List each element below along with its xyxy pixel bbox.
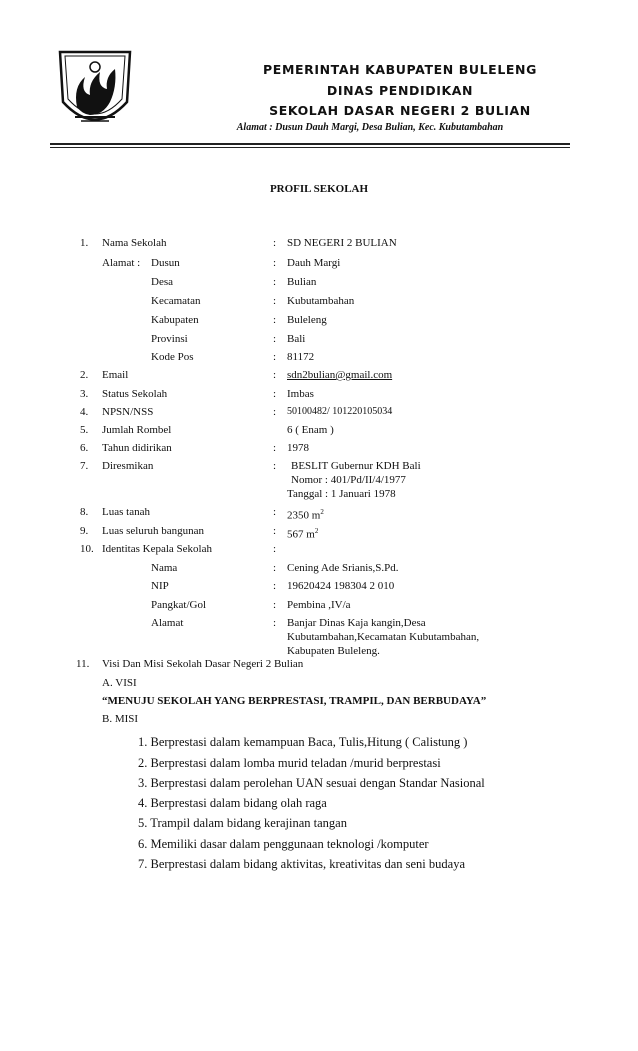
land-area-number: 2350 m: [287, 509, 321, 522]
inaugurated-label: Diresmikan: [102, 460, 154, 472]
npsn-label: NPSN/NSS: [102, 406, 154, 418]
nip-label: NIP: [151, 580, 169, 592]
item-number: 9.: [80, 525, 89, 537]
school-name-value: SD NEGERI 2 BULIAN: [287, 237, 397, 249]
land-area-label: Luas tanah: [102, 506, 150, 518]
district-label: Kecamatan: [151, 295, 201, 307]
email-label: Email: [102, 369, 129, 381]
mission-item: 1. Berprestasi dalam kemampuan Baca, Tulis,Hitung ( Calistung ): [138, 735, 468, 749]
item-number: 8.: [80, 506, 89, 518]
mission-item: 4. Berprestasi dalam bidang olah raga: [138, 796, 327, 810]
colon: :: [273, 314, 277, 326]
vision-heading: A. VISI: [102, 677, 137, 689]
building-area-number: 567 m: [287, 528, 315, 541]
postal-code-label: Kode Pos: [151, 351, 194, 363]
squared-superscript: 2: [314, 527, 319, 535]
item-number: 5.: [80, 424, 89, 436]
colon: :: [273, 295, 277, 307]
header-government: PEMERINTAH KABUPATEN BULELENG: [263, 62, 537, 77]
item-number: 11.: [76, 658, 90, 670]
mission-item: 6. Memiliki dasar dalam penggunaan teknologi /komputer: [138, 837, 429, 851]
province-label: Provinsi: [151, 333, 188, 345]
header-divider: [50, 143, 570, 145]
founded-label: Tahun didirikan: [102, 442, 172, 454]
header-address: Alamat : Dusun Dauh Margi, Desa Bulian, Kec. Kubutambahan: [236, 122, 504, 133]
mission-item: 2. Berprestasi dalam lomba murid teladan /murid berprestasi: [138, 756, 441, 770]
document-title: PROFIL SEKOLAH: [269, 183, 369, 195]
rombel-value: 6 ( Enam ): [287, 424, 334, 436]
status-value: Imbas: [287, 388, 314, 400]
land-area-value: [287, 505, 324, 523]
village-label: Desa: [151, 276, 173, 288]
principal-label: Identitas Kepala Sekolah: [102, 543, 212, 555]
colon: :: [273, 580, 277, 592]
nip-value: 19620424 198304 2 010: [287, 580, 395, 592]
decree-number: Nomor : 401/Pd/II/4/1977: [291, 474, 406, 486]
item-number: 6.: [80, 442, 89, 454]
regency-emblem-logo: [55, 47, 135, 137]
colon: :: [273, 388, 277, 400]
npsn-value: 50100482/ 101220105034: [287, 406, 393, 417]
principal-name-label: Nama: [151, 562, 178, 574]
address-label: Alamat :: [102, 257, 141, 269]
rombel-label: Jumlah Rombel: [102, 424, 172, 436]
header-divider-thin: [50, 147, 570, 148]
principal-address-line1: Banjar Dinas Kaja kangin,Desa: [287, 617, 426, 629]
colon: :: [273, 406, 277, 418]
rank-value: Pembina ,IV/a: [287, 599, 351, 611]
colon: :: [273, 237, 277, 249]
province-value: Bali: [287, 333, 306, 345]
email-link[interactable]: sdn2bulian@gmail.com: [287, 369, 393, 381]
vision-statement: “MENUJU SEKOLAH YANG BERPRESTASI, TRAMPIL, DAN BERBUDAYA”: [102, 695, 487, 707]
hamlet-label: Dusun: [151, 257, 180, 269]
colon: :: [273, 276, 277, 288]
regency-label: Kabupaten: [151, 314, 199, 326]
rank-label: Pangkat/Gol: [151, 599, 206, 611]
building-area-label: Luas seluruh bangunan: [102, 525, 205, 537]
item-number: 3.: [80, 388, 89, 400]
mission-item: 3. Berprestasi dalam perolehan UAN sesuai dengan Standar Nasional: [138, 776, 485, 790]
principal-address-label: Alamat: [151, 617, 184, 629]
mission-item: 7. Berprestasi dalam bidang aktivitas, kreativitas dan seni budaya: [138, 857, 465, 871]
district-value: Kubutambahan: [287, 295, 355, 307]
school-name-label: Nama Sekolah: [102, 237, 167, 249]
colon: :: [273, 525, 277, 537]
item-number: 4.: [80, 406, 89, 418]
building-area-value: [287, 524, 318, 542]
regency-value: Buleleng: [287, 314, 327, 326]
colon: :: [273, 617, 277, 629]
colon: :: [273, 442, 277, 454]
status-label: Status Sekolah: [102, 388, 168, 400]
colon: :: [273, 351, 277, 363]
principal-address-line2: Kubutambahan,Kecamatan Kubutambahan,: [287, 631, 480, 643]
colon: :: [273, 543, 277, 555]
squared-superscript: 2: [320, 508, 324, 516]
vision-mission-label: Visi Dan Misi Sekolah Dasar Negeri 2 Bulian: [102, 658, 304, 670]
mission-item: 5. Trampil dalam bidang kerajinan tangan: [138, 816, 347, 830]
principal-name-value: Cening Ade Srianis,S.Pd.: [287, 562, 399, 574]
mission-heading: B. MISI: [102, 713, 139, 725]
colon: :: [273, 460, 277, 472]
colon: :: [273, 369, 277, 381]
principal-address-line3: Kabupaten Buleleng.: [287, 645, 380, 657]
decree-issuer: BESLIT Gubernur KDH Bali: [291, 460, 421, 472]
village-value: Bulian: [287, 276, 317, 288]
colon: :: [273, 506, 277, 518]
header-department: DINAS PENDIDIKAN: [326, 83, 474, 98]
founded-value: 1978: [287, 442, 309, 454]
decree-date: Tanggal : 1 Januari 1978: [287, 488, 396, 500]
item-number: 10.: [80, 543, 94, 555]
item-number: 2.: [80, 369, 89, 381]
colon: :: [273, 257, 277, 269]
item-number: 1.: [80, 237, 89, 249]
item-number: 7.: [80, 460, 89, 472]
postal-code-value: 81172: [287, 351, 315, 363]
colon: :: [273, 333, 277, 345]
hamlet-value: Dauh Margi: [287, 257, 341, 269]
colon: :: [273, 599, 277, 611]
colon: :: [273, 562, 277, 574]
header-school: SEKOLAH DASAR NEGERI 2 BULIAN: [269, 103, 531, 118]
